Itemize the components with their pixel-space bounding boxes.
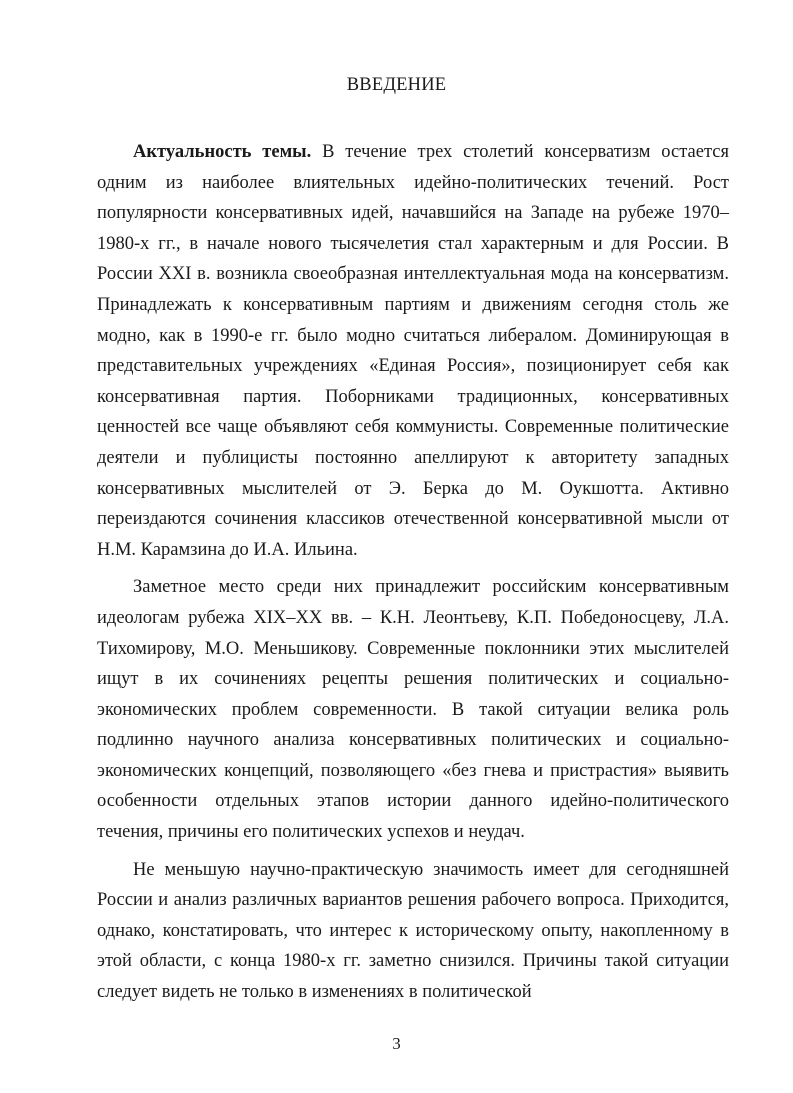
paragraph-relevance <box>97 137 729 565</box>
paragraph-text: Заметное место среди них принадлежит российским консервативным идеологам рубежа XIX–XX вв. – К.Н. Леонтьеву, К.П. Победоносцеву, Л.А. Тихомирову, М.О. Меньшикову. Современные поклонники этих мыслителей ищут в их сочинениях рецепты решения политических и социально-экономических проблем современности. В такой ситуации велика роль подлинно научного анализа консервативных политических и социально-экономических концепций, позволяющего «без гнева и пристрастия» выявить особенности отдельных этапов истории данного идейно-политического течения, причины его политических успехов и неудач. <box>97 577 729 843</box>
body-text <box>97 137 729 1015</box>
paragraph-lead-heading: Актуальность темы. <box>133 142 312 162</box>
page-title: ВВЕДЕНИЕ <box>346 75 447 95</box>
paragraph-text: В течение трех столетий консерватизм остается одним из наиболее влиятельных идейно-политических течений. Рост популярности консервативных идей, начавшийся на Западе на рубеже 1970–1980-х гг., в начале нового тысячелетия стал характерным и для России. В России XXI в. возникла своеобразная интеллектуальная мода на консерватизм. Принадлежать к консервативным партиям и движениям сегодня столь же модно, как в 1990-е гг. было модно считаться либералом. Доминирующая в представительных учреждениях «Единая Россия», позиционирует себя как консервативная партия. Поборниками традиционных, консервативных ценностей все чаще объявляют себя коммунисты. Современные политические деятели и публицисты постоянно апеллируют к авторитету западных консервативных мыслителей от Э. Берка до М. Оукшотта. Активно переиздаются сочинения классиков отечественной консервативной мысли от Н.М. Карамзина до И.А. Ильина. <box>97 142 729 560</box>
paragraph-labor-question <box>97 855 729 1008</box>
paragraph-text: Не меньшую научно-практическую значимость имеет для сегодняшней России и анализ различных вариантов решения рабочего вопроса. Приходится, однако, констатировать, что интерес к историческому опыту, накопленному в этой области, с конца 1980-х гг. заметно снизился. Причины такой ситуации следует видеть не только в изменениях в политической <box>97 859 729 1003</box>
paragraph-ideologists <box>97 572 729 847</box>
page-number: 3 <box>392 1034 401 1053</box>
